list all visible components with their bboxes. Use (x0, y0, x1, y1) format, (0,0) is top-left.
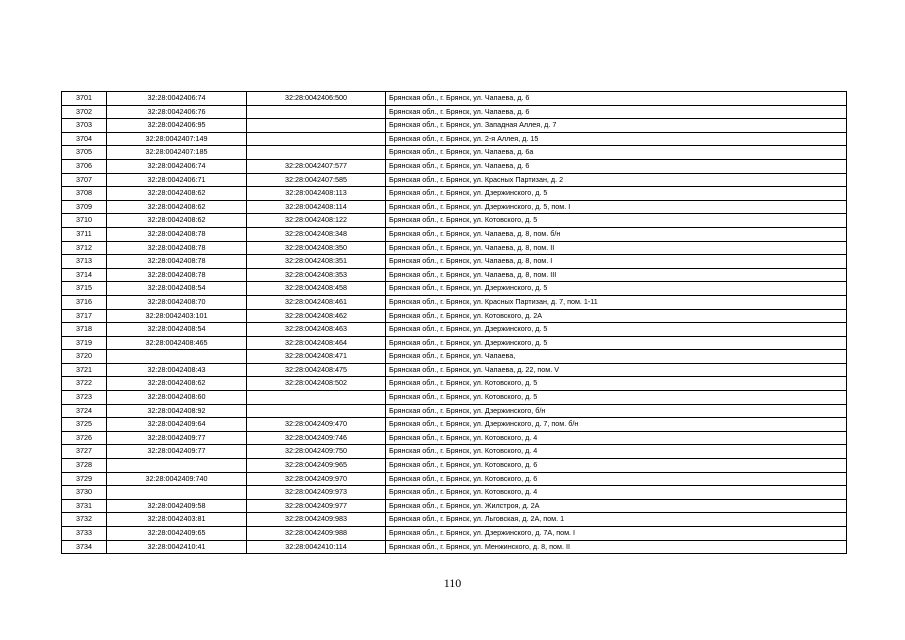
table-row (62, 159, 847, 173)
row-number-cell: 3718 (62, 323, 107, 337)
address-cell: Брянская обл., г. Брянск, ул. Чапаева, д. 8, пом. б/н (386, 227, 847, 241)
row-number-cell: 3730 (62, 486, 107, 500)
row-number-cell: 3712 (62, 241, 107, 255)
table-row (62, 431, 847, 445)
cadastral-number-cell: 32:28:0042403:101 (107, 309, 247, 323)
object-number-cell: 32:28:0042406:500 (247, 92, 386, 106)
object-number-cell: 32:28:0042409:750 (247, 445, 386, 459)
row-number-cell: 3710 (62, 214, 107, 228)
address-cell: Брянская обл., г. Брянск, ул. Чапаева, (386, 350, 847, 364)
cadastral-number-cell: 32:28:0042409:58 (107, 499, 247, 513)
table-row (62, 377, 847, 391)
page-number: 110 (443, 576, 462, 590)
address-cell: Брянская обл., г. Брянск, ул. Котовского, д. 4 (386, 431, 847, 445)
row-number-cell: 3720 (62, 350, 107, 364)
table-row (62, 527, 847, 541)
object-number-cell: 32:28:0042408:122 (247, 214, 386, 228)
row-number-cell: 3716 (62, 295, 107, 309)
table-row (62, 486, 847, 500)
address-cell: Брянская обл., г. Брянск, ул. Чапаева, д. 8, пом. III (386, 268, 847, 282)
cadastral-number-cell: 32:28:0042409:740 (107, 472, 247, 486)
row-number-cell: 3701 (62, 92, 107, 106)
row-number-cell: 3713 (62, 255, 107, 269)
table-row (62, 404, 847, 418)
cadastral-number-cell: 32:28:0042408:70 (107, 295, 247, 309)
address-cell: Брянская обл., г. Брянск, ул. Котовского, д. 2А (386, 309, 847, 323)
cadastral-number-cell: 32:28:0042408:78 (107, 255, 247, 269)
object-number-cell: 32:28:0042410:114 (247, 540, 386, 554)
address-cell: Брянская обл., г. Брянск, ул. Жилстроя, д. 2А (386, 499, 847, 513)
cadastral-number-cell: 32:28:0042408:62 (107, 377, 247, 391)
object-number-cell (247, 119, 386, 133)
address-cell: Брянская обл., г. Брянск, ул. Дзержинского, б/н (386, 404, 847, 418)
address-cell: Брянская обл., г. Брянск, ул. Западная Аллея, д. 7 (386, 119, 847, 133)
cadastral-number-cell: 32:28:0042408:62 (107, 187, 247, 201)
cadastral-number-cell: 32:28:0042407:149 (107, 132, 247, 146)
object-number-cell: 32:28:0042408:348 (247, 227, 386, 241)
object-number-cell: 32:28:0042408:502 (247, 377, 386, 391)
row-number-cell: 3704 (62, 132, 107, 146)
address-cell: Брянская обл., г. Брянск, ул. Чапаева, д. 8, пом. II (386, 241, 847, 255)
cadastral-number-cell: 32:28:0042408:54 (107, 323, 247, 337)
registry-table-body (62, 92, 847, 554)
row-number-cell: 3706 (62, 159, 107, 173)
address-cell: Брянская обл., г. Брянск, ул. Котовского, д. 5 (386, 377, 847, 391)
object-number-cell: 32:28:0042409:470 (247, 418, 386, 432)
address-cell: Брянская обл., г. Брянск, ул. Красных Партизан, д. 7, пом. 1-11 (386, 295, 847, 309)
cadastral-number-cell: 32:28:0042408:62 (107, 200, 247, 214)
cadastral-number-cell: 32:28:0042408:92 (107, 404, 247, 418)
table-row (62, 418, 847, 432)
table-row (62, 513, 847, 527)
row-number-cell: 3725 (62, 418, 107, 432)
cadastral-number-cell: 32:28:0042406:74 (107, 159, 247, 173)
address-cell: Брянская обл., г. Брянск, ул. Чапаева, д. 6 (386, 92, 847, 106)
cadastral-number-cell: 32:28:0042409:64 (107, 418, 247, 432)
table-row (62, 200, 847, 214)
cadastral-number-cell: 32:28:0042408:78 (107, 241, 247, 255)
cadastral-number-cell: 32:28:0042409:77 (107, 445, 247, 459)
row-number-cell: 3729 (62, 472, 107, 486)
row-number-cell: 3732 (62, 513, 107, 527)
address-cell: Брянская обл., г. Брянск, ул. Льговская, д. 2А, пом. 1 (386, 513, 847, 527)
address-cell: Брянская обл., г. Брянск, ул. Чапаева, д. 6 (386, 159, 847, 173)
row-number-cell: 3714 (62, 268, 107, 282)
row-number-cell: 3708 (62, 187, 107, 201)
address-cell: Брянская обл., г. Брянск, ул. Чапаева, д. 22, пом. V (386, 363, 847, 377)
cadastral-number-cell: 32:28:0042406:74 (107, 92, 247, 106)
table-row (62, 214, 847, 228)
address-cell: Брянская обл., г. Брянск, ул. Котовского, д. 5 (386, 214, 847, 228)
table-row (62, 282, 847, 296)
address-cell: Брянская обл., г. Брянск, ул. Котовского, д. 4 (386, 445, 847, 459)
row-number-cell: 3734 (62, 540, 107, 554)
row-number-cell: 3709 (62, 200, 107, 214)
object-number-cell: 32:28:0042408:350 (247, 241, 386, 255)
row-number-cell: 3711 (62, 227, 107, 241)
object-number-cell: 32:28:0042407:577 (247, 159, 386, 173)
object-number-cell: 32:28:0042408:461 (247, 295, 386, 309)
address-cell: Брянская обл., г. Брянск, ул. Дзержинского, д. 5 (386, 187, 847, 201)
table-row (62, 459, 847, 473)
cadastral-number-cell: 32:28:0042408:60 (107, 391, 247, 405)
row-number-cell: 3715 (62, 282, 107, 296)
cadastral-number-cell (107, 459, 247, 473)
table-row (62, 268, 847, 282)
table-row (62, 119, 847, 133)
address-cell: Брянская обл., г. Брянск, ул. Чапаева, д. 8, пом. I (386, 255, 847, 269)
address-cell: Брянская обл., г. Брянск, ул. Котовского, д. 5 (386, 391, 847, 405)
object-number-cell: 32:28:0042408:113 (247, 187, 386, 201)
cadastral-number-cell: 32:28:0042409:65 (107, 527, 247, 541)
address-cell: Брянская обл., г. Брянск, ул. Дзержинского, д. 5, пом. I (386, 200, 847, 214)
cadastral-number-cell: 32:28:0042408:78 (107, 227, 247, 241)
table-row (62, 540, 847, 554)
cadastral-number-cell: 32:28:0042410:41 (107, 540, 247, 554)
object-number-cell: 32:28:0042408:458 (247, 282, 386, 296)
object-number-cell: 32:28:0042409:973 (247, 486, 386, 500)
address-cell: Брянская обл., г. Брянск, ул. Котовского, д. 6 (386, 472, 847, 486)
object-number-cell: 32:28:0042408:114 (247, 200, 386, 214)
cadastral-number-cell: 32:28:0042406:95 (107, 119, 247, 133)
object-number-cell (247, 146, 386, 160)
table-row (62, 173, 847, 187)
object-number-cell: 32:28:0042408:353 (247, 268, 386, 282)
table-row (62, 255, 847, 269)
table-row (62, 105, 847, 119)
cadastral-number-cell: 32:28:0042408:43 (107, 363, 247, 377)
row-number-cell: 3733 (62, 527, 107, 541)
table-row (62, 92, 847, 106)
cadastral-number-cell: 32:28:0042406:71 (107, 173, 247, 187)
cadastral-number-cell (107, 486, 247, 500)
table-row (62, 295, 847, 309)
object-number-cell (247, 105, 386, 119)
cadastral-number-cell: 32:28:0042409:77 (107, 431, 247, 445)
object-number-cell (247, 132, 386, 146)
cadastral-number-cell: 32:28:0042408:465 (107, 336, 247, 350)
object-number-cell: 32:28:0042408:463 (247, 323, 386, 337)
address-cell: Брянская обл., г. Брянск, ул. Дзержинского, д. 5 (386, 336, 847, 350)
table-row (62, 499, 847, 513)
row-number-cell: 3722 (62, 377, 107, 391)
table-row (62, 445, 847, 459)
address-cell: Брянская обл., г. Брянск, ул. Дзержинского, д. 7А, пом. I (386, 527, 847, 541)
row-number-cell: 3703 (62, 119, 107, 133)
row-number-cell: 3731 (62, 499, 107, 513)
row-number-cell: 3727 (62, 445, 107, 459)
address-cell: Брянская обл., г. Брянск, ул. Менжинского, д. 8, пом. II (386, 540, 847, 554)
address-cell: Брянская обл., г. Брянск, ул. Котовского, д. 4 (386, 486, 847, 500)
table-row (62, 309, 847, 323)
object-number-cell: 32:28:0042409:965 (247, 459, 386, 473)
table-row (62, 363, 847, 377)
cadastral-number-cell (107, 350, 247, 364)
row-number-cell: 3723 (62, 391, 107, 405)
address-cell: Брянская обл., г. Брянск, ул. Чапаева, д. 6а (386, 146, 847, 160)
cadastral-number-cell: 32:28:0042407:185 (107, 146, 247, 160)
object-number-cell (247, 391, 386, 405)
table-row (62, 227, 847, 241)
object-number-cell: 32:28:0042407:585 (247, 173, 386, 187)
object-number-cell: 32:28:0042409:977 (247, 499, 386, 513)
object-number-cell: 32:28:0042409:988 (247, 527, 386, 541)
object-number-cell: 32:28:0042409:983 (247, 513, 386, 527)
row-number-cell: 3707 (62, 173, 107, 187)
address-cell: Брянская обл., г. Брянск, ул. Котовского, д. 6 (386, 459, 847, 473)
table-row (62, 350, 847, 364)
cadastral-number-cell: 32:28:0042408:62 (107, 214, 247, 228)
address-cell: Брянская обл., г. Брянск, ул. Дзержинского, д. 7, пом. б/н (386, 418, 847, 432)
table-row (62, 241, 847, 255)
table-row (62, 187, 847, 201)
address-cell: Брянская обл., г. Брянск, ул. Дзержинского, д. 5 (386, 282, 847, 296)
table-row (62, 132, 847, 146)
object-number-cell: 32:28:0042408:471 (247, 350, 386, 364)
cadastral-number-cell: 32:28:0042403:81 (107, 513, 247, 527)
object-number-cell: 32:28:0042409:746 (247, 431, 386, 445)
row-number-cell: 3728 (62, 459, 107, 473)
address-cell: Брянская обл., г. Брянск, ул. Красных Партизан, д. 2 (386, 173, 847, 187)
address-cell: Брянская обл., г. Брянск, ул. Дзержинского, д. 5 (386, 323, 847, 337)
address-cell: Брянская обл., г. Брянск, ул. 2-я Аллея, д. 15 (386, 132, 847, 146)
row-number-cell: 3705 (62, 146, 107, 160)
table-row (62, 336, 847, 350)
object-number-cell: 32:28:0042408:464 (247, 336, 386, 350)
cadastral-number-cell: 32:28:0042408:78 (107, 268, 247, 282)
cadastral-number-cell: 32:28:0042408:54 (107, 282, 247, 296)
table-row (62, 472, 847, 486)
table-row (62, 391, 847, 405)
table-row (62, 323, 847, 337)
object-number-cell: 32:28:0042408:462 (247, 309, 386, 323)
table-row (62, 146, 847, 160)
row-number-cell: 3717 (62, 309, 107, 323)
registry-table (61, 91, 847, 554)
row-number-cell: 3721 (62, 363, 107, 377)
row-number-cell: 3702 (62, 105, 107, 119)
object-number-cell: 32:28:0042409:970 (247, 472, 386, 486)
row-number-cell: 3719 (62, 336, 107, 350)
object-number-cell: 32:28:0042408:351 (247, 255, 386, 269)
object-number-cell: 32:28:0042408:475 (247, 363, 386, 377)
row-number-cell: 3726 (62, 431, 107, 445)
cadastral-number-cell: 32:28:0042406:76 (107, 105, 247, 119)
address-cell: Брянская обл., г. Брянск, ул. Чапаева, д. 6 (386, 105, 847, 119)
row-number-cell: 3724 (62, 404, 107, 418)
object-number-cell (247, 404, 386, 418)
